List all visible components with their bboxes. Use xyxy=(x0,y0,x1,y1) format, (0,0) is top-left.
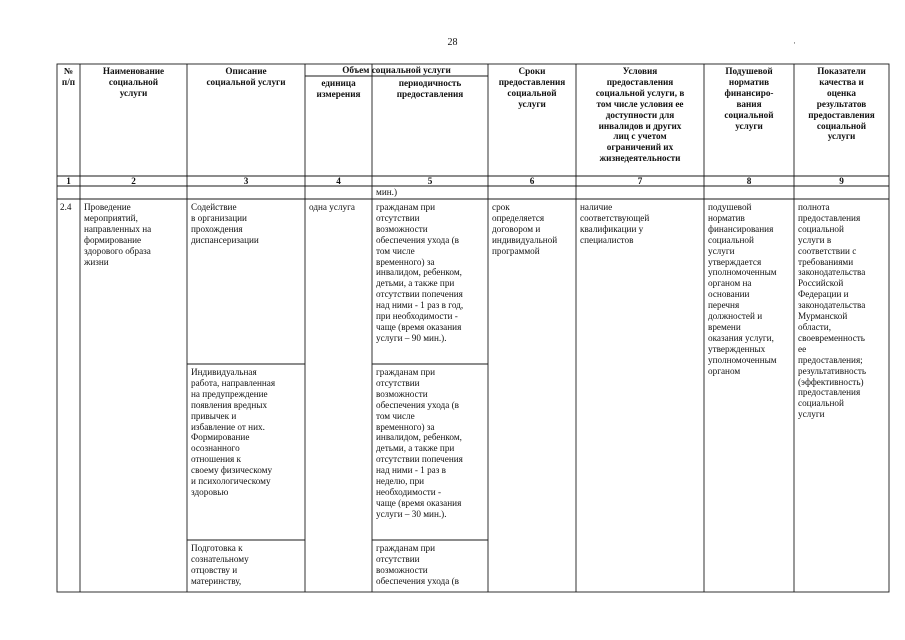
header-conditions: Условия предоставления социальной услуги, в том числе условия ее доступности для инвалидов и других лиц с учетом ограничений их жизнедеятельности xyxy=(595,66,685,164)
subrow-2-periodicity: гражданам при отсутствии возможности обеспечения ухода (в том числе временного) за инвалидом, ребенком, детьми, а также при отсутствии попечения над ними - 1 раз в неделю, при необходимости - чаще (время оказания услуги – 30 мин.). xyxy=(376,367,463,519)
carry-over-text: мин.) xyxy=(376,187,398,197)
column-number-5: 5 xyxy=(427,176,433,186)
corner-mark: · xyxy=(793,38,796,48)
row-term: срок определяется договором и индивидуальной программой xyxy=(492,202,558,256)
column-number-2: 2 xyxy=(131,176,136,186)
header-number: № п/п xyxy=(61,66,76,87)
column-number-4: 4 xyxy=(336,176,341,186)
row-number: 2.4 xyxy=(60,202,72,212)
subrow-3-periodicity: гражданам при отсутствии возможности обеспечения ухода (в xyxy=(376,543,459,586)
row-quality: полнота предоставления социальной услуги в соответствии с требованиями законодательства Российской Федерации и законодательства Мурманской области, своевременность ее предоставления; результативность (эффективность) предоставления социальной услуги xyxy=(798,202,867,420)
row-service-name: Проведение мероприятий, направленных на формирование здорового образа жизни xyxy=(84,202,152,267)
subrow-2-description: Индивидуальная работа, направленная на предупреждение появления вредных привычек и избавление от них. Формирование осознанного отношения к своему физическому и психологическому здоровью xyxy=(191,367,276,497)
header-quality: Показатели качества и оценка результатов предоставления социальной услуги xyxy=(808,66,875,142)
column-number-8: 8 xyxy=(746,176,752,186)
column-number-1: 1 xyxy=(66,176,71,186)
row-conditions: наличие соответствующей квалификации у специалистов xyxy=(580,202,650,245)
column-number-9: 9 xyxy=(839,176,844,186)
subrow-3-description: Подготовка к сознательному отцовству и материнству, xyxy=(191,543,249,586)
column-number-7: 7 xyxy=(637,176,643,186)
page-number: 28 xyxy=(447,37,458,48)
header-periodicity: периодичность предоставления xyxy=(396,78,464,99)
header-service-description: Описание социальной услуги xyxy=(206,66,286,87)
header-unit: единица измерения xyxy=(316,78,361,99)
subrow-1-description: Содействие в организации прохождения диспансеризации xyxy=(191,202,259,245)
header-norm: Подушевой норматив финансиро- вания социальной услуги xyxy=(724,66,774,131)
subrow-1-periodicity: гражданам при отсутствии возможности обеспечения ухода (в том числе временного) за инвалидом, ребенком, детьми, а также при отсутствии попечения над ними - 1 раз в год, при необходимости - чаще (время оказания услуги – 90 мин.). xyxy=(376,202,464,343)
column-number-6: 6 xyxy=(529,176,535,186)
header-service-name: Наименование социальной услуги xyxy=(102,66,165,98)
column-number-3: 3 xyxy=(243,176,249,186)
header-service-volume: Объем социальной услуги xyxy=(342,65,451,75)
header-terms: Сроки предоставления социальной услуги xyxy=(498,66,566,109)
row-unit: одна услуга xyxy=(309,202,355,212)
row-norm: подушевой норматив финансирования социальной услуги утверждается уполномоченным органом на основании перечня должностей и времени оказания услуги, утвержденных уполномоченным органом xyxy=(708,202,777,376)
